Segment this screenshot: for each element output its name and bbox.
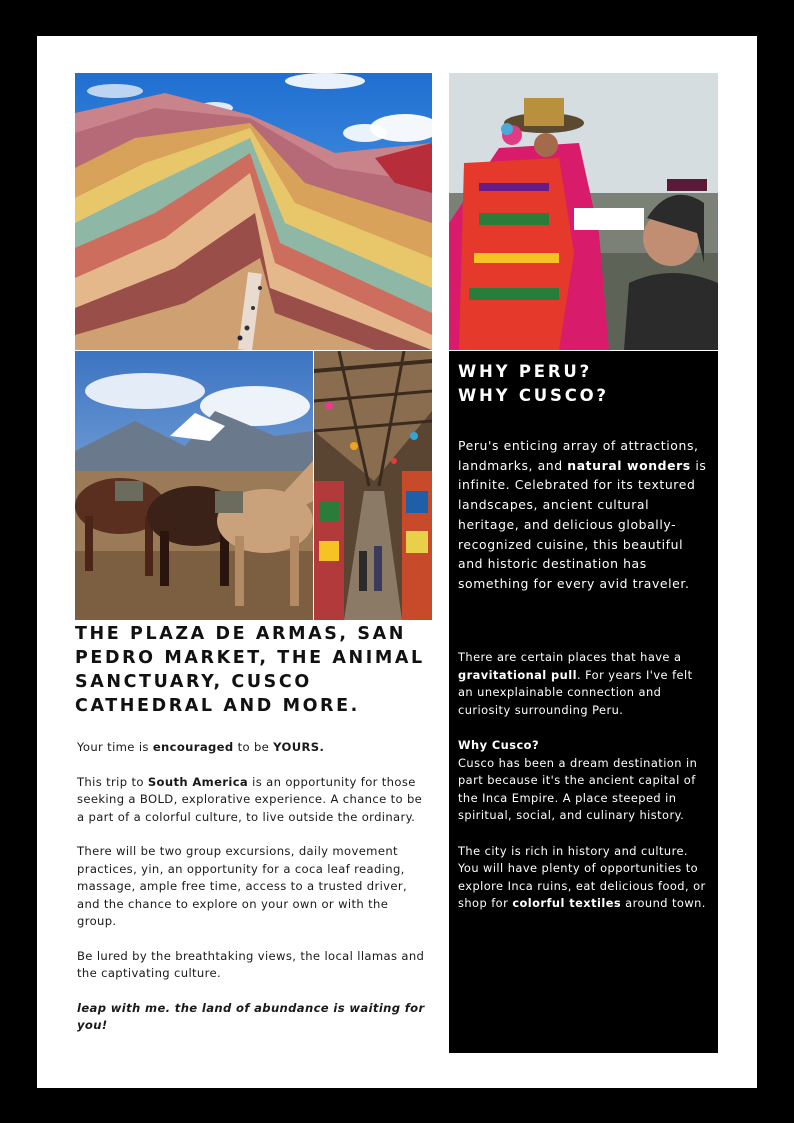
paragraph-excursions: There will be two group excursions, daily movement practices, yin, an opportunity for a coca leaf reading, massage, ample free time, access to a trusted driver, and the chance to explore on your own or with the group. [77, 844, 407, 929]
why-peru-title [458, 360, 708, 408]
why-cusco-label: Why Cusco? [458, 737, 539, 752]
paragraph-gravitational: There are certain places that have a gravitational pull. For years I've felt an unexplainable connection and curiosity surrounding Peru. [458, 650, 693, 717]
peru-intro-text: Peru's enticing array of attractions, landmarks, and natural wonders is infinite. Celebrated for its textured landscapes, ancient cultural heritage, and delicious globally-recognized cuisine, this beautiful and historic destination has something for every avid traveler. [458, 438, 707, 591]
peru-body-text [458, 649, 708, 931]
why-peru-panel [449, 351, 718, 1053]
paragraph-city-rich: The city is rich in history and culture. You will have plenty of opportunities to explore Inca ruins, eat delicious food, or shop for colorful textiles around town. [458, 843, 706, 911]
left-body-text [77, 739, 429, 1035]
paragraph-leap: leap with me. the land of abundance is waiting for you! [77, 1001, 425, 1033]
paragraph-cusco-history: Cusco has been a dream destination in part because it's the ancient capital of the Inca Empire. A place steeped in spiritual, social, and culinary history. [458, 755, 698, 823]
paragraph-south-america: This trip to South America is an opportunity for those seeking a BOLD, explorative experience. A chance to be a part of a colorful culture, to live outside the ordinary. [77, 774, 423, 824]
rainbow-mountain-photo [75, 73, 432, 350]
title-line-1: WHY PERU? [458, 362, 592, 381]
destinations-heading: THE PLAZA DE ARMAS, SAN PEDRO MARKET, THE ANIMAL SANCTUARY, CUSCO CATHEDRAL AND MORE. [75, 624, 425, 716]
paragraph-yours: Your time is encouraged to be YOURS. [77, 740, 325, 754]
paragraph-lured: Be lured by the breathtaking views, the local llamas and the captivating culture. [77, 948, 425, 981]
horses-photo [75, 351, 313, 620]
title-line-2: WHY CUSCO? [458, 386, 609, 405]
market-photo [314, 351, 432, 620]
traditional-ceremony-photo [449, 73, 718, 350]
